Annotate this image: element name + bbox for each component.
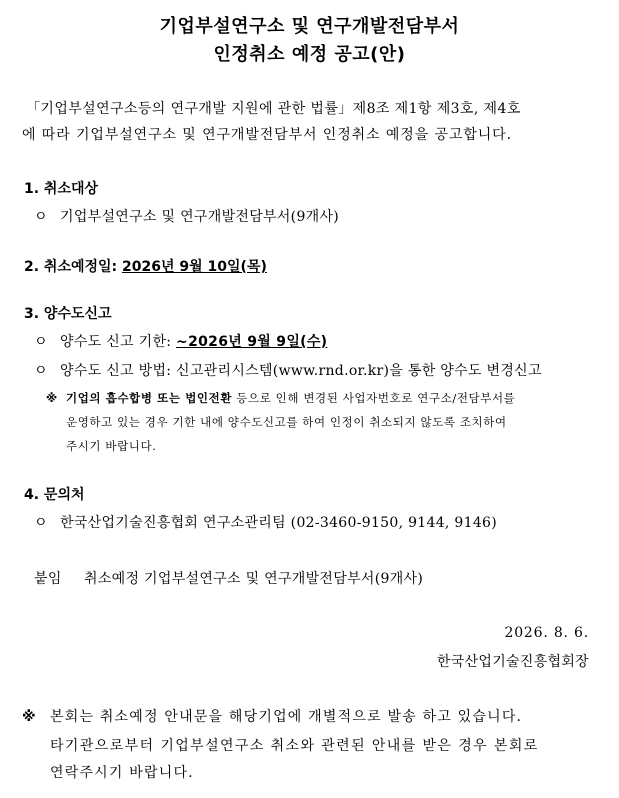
attachment-label: 붙임 (34, 571, 62, 587)
cancel-date-label: 2. 취소예정일: (24, 259, 123, 275)
section-heading-cancel-target: 1. 취소대상 (24, 181, 99, 197)
footer-note-line3: 연락주시기 바랍니다. (50, 765, 194, 781)
bullet-mark: ㅇ (34, 363, 48, 379)
footer-note-text1: 본회는 취소예정 안내문을 해당기업에 개별적으로 발송 하고 있습니다. (50, 709, 523, 725)
transfer-deadline-item (34, 331, 327, 351)
footer-note-line2: 타기관으로부터 기업부설연구소 취소와 관련된 안내를 받은 경우 본회로 (50, 738, 539, 754)
transfer-method-item (34, 360, 542, 380)
transfer-note-line1 (46, 390, 515, 406)
cancel-date-value: 2026년 9월 10일(목) (122, 259, 267, 275)
contact-text: 한국산업기술진흥협회 연구소관리팀 (02-3460-9150, 9144, 9146) (60, 515, 497, 531)
bullet-mark: ㅇ (34, 515, 48, 531)
contact-item (34, 512, 497, 532)
document-title-line2: 인정취소 예정 공고(안) (213, 44, 406, 65)
transfer-note-line3: 주시기 바랍니다. (66, 439, 157, 453)
note-mark: ※ (46, 391, 58, 405)
footer-note-line1 (22, 706, 522, 726)
transfer-note-line2: 운영하고 있는 경우 기한 내에 양수도신고를 하여 인정이 취소되지 않도록 조치하여 (66, 415, 507, 429)
transfer-deadline-value: ~2026년 9월 9일(수) (176, 334, 328, 350)
transfer-method-text: 양수도 신고 방법: 신고관리시스템(www.rnd.or.kr)을 통한 양수도 변경신고 (60, 363, 542, 379)
note-emphasis: 기업의 흡수합병 또는 법인전환 (66, 391, 233, 405)
intro-line2: 에 따라 기업부설연구소 및 연구개발전담부서 인정취소 예정을 공고합니다. (22, 127, 512, 143)
attachment-line (34, 568, 423, 588)
note-text-line1: 등으로 인해 변경된 사업자번호로 연구소/전담부서를 (232, 391, 516, 405)
section-heading-contact: 4. 문의처 (24, 487, 85, 503)
intro-line1: 「기업부설연구소등의 연구개발 지원에 관한 법률」제8조 제1항 제3호, 제4호 (26, 101, 521, 117)
section-heading-cancel-date (24, 256, 267, 276)
attachment-text: 취소예정 기업부설연구소 및 연구개발전담부서(9개사) (84, 571, 424, 587)
section-heading-transfer-report: 3. 양수도신고 (24, 306, 112, 322)
announcement-date: 2026. 8. 6. (504, 625, 589, 641)
bullet-mark: ㅇ (34, 209, 48, 225)
announcement-signer: 한국산업기술진흥협회장 (436, 654, 589, 670)
cancel-target-item (34, 206, 339, 226)
bullet-mark: ㅇ (34, 334, 48, 350)
footer-note-mark: ※ (22, 709, 37, 725)
cancel-target-text: 기업부설연구소 및 연구개발전담부서(9개사) (60, 209, 340, 225)
transfer-deadline-label: 양수도 신고 기한: (60, 334, 177, 350)
document-title-line1: 기업부설연구소 및 연구개발전담부서 (159, 16, 460, 37)
